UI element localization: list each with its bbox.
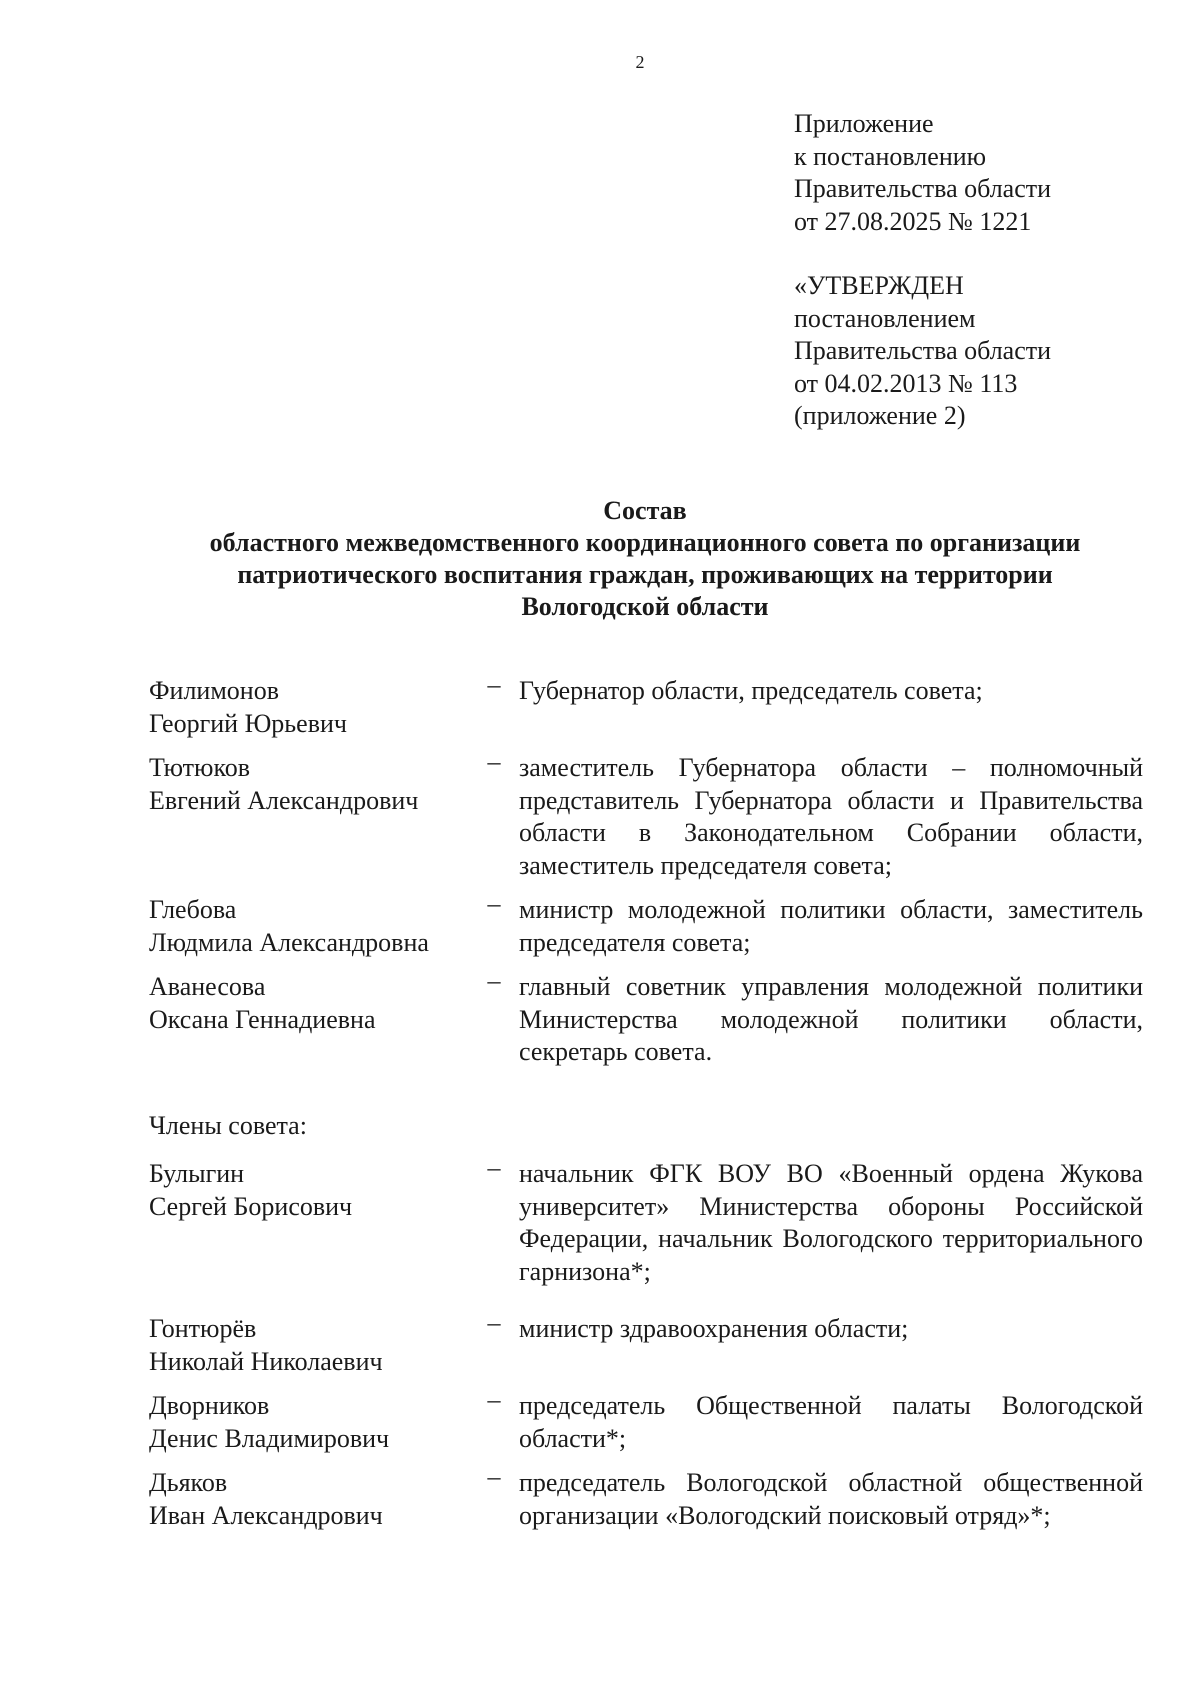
approved-line: «УТВЕРЖДЕН <box>794 271 964 300</box>
member-given-names: Денис Владимирович <box>149 1423 390 1453</box>
member-role: заместитель Губернатора области – полномочный представитель Губернатора области и Правительства области в Законодательном Собрании области, заместитель председателя совета; <box>519 753 1143 880</box>
dash-separator: – <box>487 1308 501 1337</box>
member-role: начальник ФГК ВОУ ВО «Военный ордена Жукова университет» Министерства обороны Российской Федерации, начальник Вологодского территориального гарнизона*; <box>519 1159 1143 1286</box>
member-name <box>149 894 469 959</box>
member-name <box>149 675 469 740</box>
appendix-line: Правительства области <box>794 174 1052 203</box>
member-role: главный советник управления молодежной политики Министерства молодежной политики области, секретарь совета. <box>519 972 1143 1066</box>
approval-stamp-text <box>794 270 1051 433</box>
member-entry <box>149 1308 1143 1378</box>
member-name <box>149 752 469 882</box>
member-entry <box>149 670 1143 740</box>
member-surname: Гонтюрёв <box>149 1314 257 1343</box>
dash-separator: – <box>487 670 501 699</box>
members-heading: Члены совета: <box>149 1111 307 1140</box>
dash-separator: – <box>487 1462 501 1491</box>
appendix-reference <box>794 108 1051 238</box>
member-role: председатель Общественной палаты Вологодской области*; <box>519 1391 1143 1453</box>
appendix-line: от 27.08.2025 № 1221 <box>794 206 1032 236</box>
member-surname: Тютюков <box>149 753 251 782</box>
leadership-list <box>149 670 1143 1069</box>
member-surname: Филимонов <box>149 676 279 705</box>
council-members-list <box>149 1153 1143 1532</box>
title-line: Вологодской области <box>521 592 769 621</box>
approved-line: от 04.02.2013 № 113 <box>794 368 1018 398</box>
member-surname: Дворников <box>149 1391 270 1420</box>
member-entry <box>149 889 1143 959</box>
member-entry <box>149 966 1143 1069</box>
document-title <box>150 495 1140 623</box>
dash-separator: – <box>487 747 501 776</box>
title-line: областного межведомственного координационного совета по организации <box>209 528 1081 557</box>
dash-separator: – <box>487 1153 501 1182</box>
dash-separator: – <box>487 1385 501 1414</box>
member-surname: Глебова <box>149 895 237 924</box>
member-surname: Аванесова <box>149 972 266 1001</box>
member-entry <box>149 747 1143 882</box>
member-entry <box>149 1385 1143 1455</box>
member-name <box>149 1467 469 1532</box>
member-given-names: Николай Николаевич <box>149 1346 383 1376</box>
member-entry <box>149 1153 1143 1288</box>
member-given-names: Евгений Александрович <box>149 785 419 815</box>
approved-line: Правительства области <box>794 336 1052 365</box>
approved-line: постановлением <box>794 303 976 333</box>
member-given-names: Иван Александрович <box>149 1500 383 1530</box>
page-number: 2 <box>635 52 645 72</box>
member-role: Губернатор области, председатель совета; <box>519 676 983 705</box>
member-role: министр молодежной политики области, заместитель председателя совета; <box>519 895 1143 957</box>
member-entry <box>149 1462 1143 1532</box>
member-given-names: Сергей Борисович <box>149 1191 353 1221</box>
member-given-names: Оксана Геннадиевна <box>149 1004 376 1034</box>
appendix-line: к постановлению <box>794 141 987 171</box>
dash-separator: – <box>487 889 501 918</box>
member-surname: Дьяков <box>149 1468 228 1497</box>
member-given-names: Георгий Юрьевич <box>149 708 347 738</box>
dash-separator: – <box>487 966 501 995</box>
appendix-line: Приложение <box>794 109 934 138</box>
member-name <box>149 971 469 1069</box>
member-surname: Булыгин <box>149 1159 245 1188</box>
title-line: патриотического воспитания граждан, проживающих на территории <box>237 560 1053 589</box>
title-line: Состав <box>603 496 687 525</box>
member-role: министр здравоохранения области; <box>519 1314 909 1343</box>
member-name <box>149 1158 469 1288</box>
member-name <box>149 1390 469 1455</box>
member-given-names: Людмила Александровна <box>149 927 429 957</box>
member-role: председатель Вологодской областной общественной организации «Вологодский поисковый отряд»*; <box>519 1468 1143 1530</box>
approved-line: (приложение 2) <box>794 401 966 430</box>
member-name <box>149 1313 469 1378</box>
